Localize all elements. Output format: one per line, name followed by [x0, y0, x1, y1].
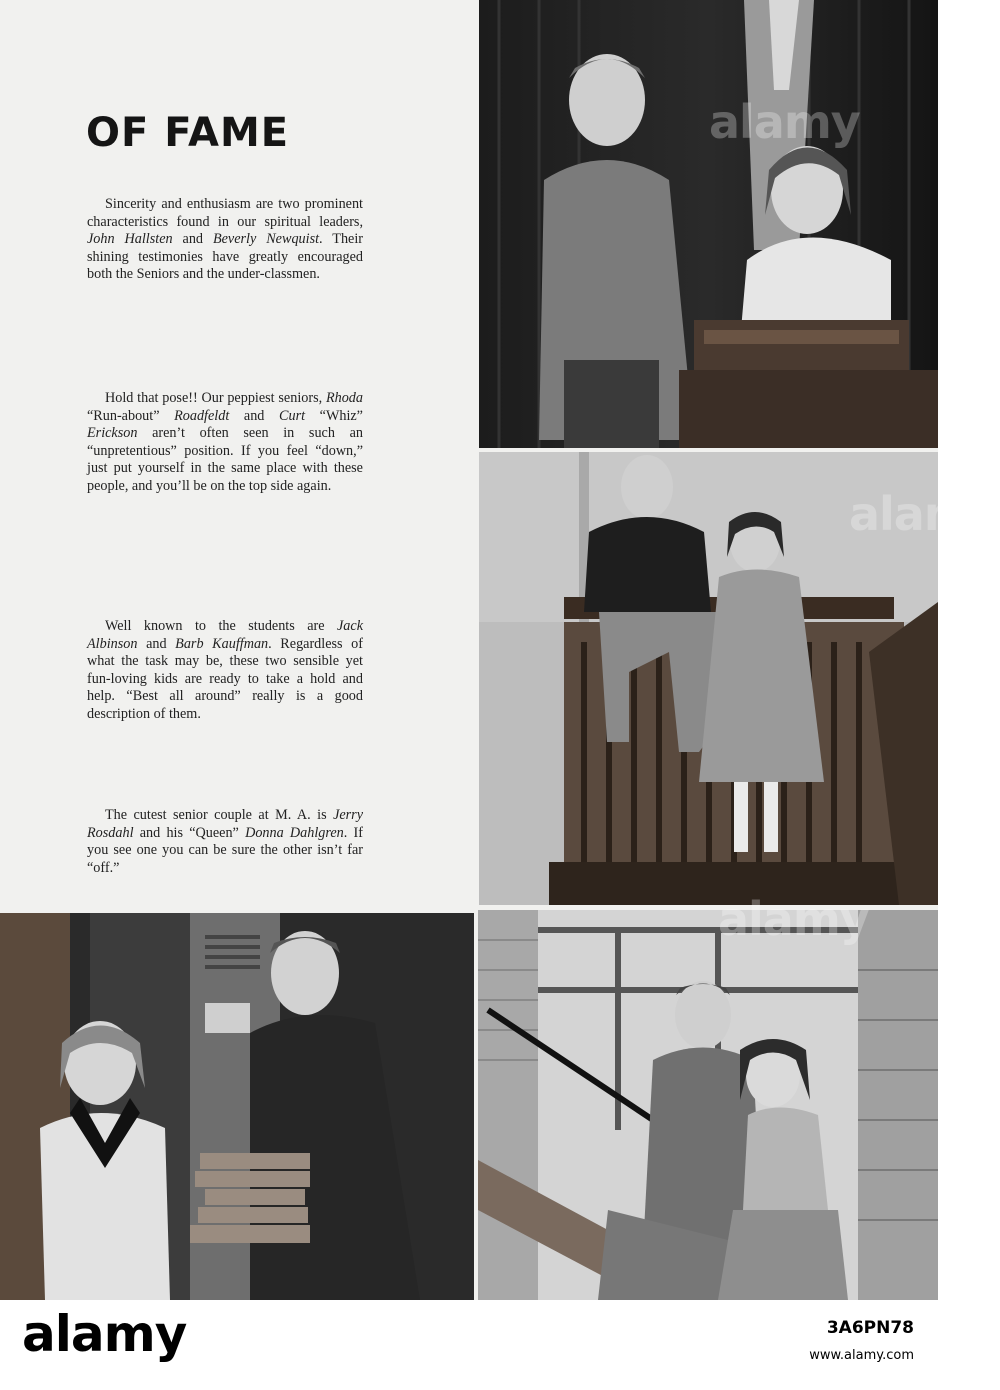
paragraph-best-all-around: [87, 618, 363, 724]
student-name: Jack Albinson: [87, 618, 363, 652]
paragraph-text: and his “Queen”: [133, 824, 246, 841]
paragraph-text: Hold that pose!! Our peppiest seniors,: [105, 390, 326, 406]
photo-peppiest-seniors: [479, 452, 1000, 905]
paragraph-text: . If you see one you can be sure the other isn’t far “off.”: [87, 824, 363, 876]
student-name: John Hallsten: [87, 231, 173, 248]
paragraph-text: . Regardless of what the task may be, these two sensible yet fun-loving kids are ready to take a hold and help. “Best all around” really is a good description of them.: [87, 635, 363, 722]
student-name: Erickson: [87, 425, 138, 442]
photo-cutest-couple: [478, 892, 938, 1300]
image-id: 3A6PN78: [826, 1318, 914, 1338]
paragraph-text: . Their shining testimonies have greatly encouraged both the Seniors and the under-classmen.: [87, 231, 363, 283]
watermark-text: alamy: [849, 487, 1000, 541]
student-name: Jerry Rosdahl: [87, 807, 363, 841]
paragraph-text: Well known to the students are: [105, 618, 337, 634]
paragraph-cutest-couple: [87, 807, 363, 877]
watermark-text: alamy: [709, 95, 860, 149]
photo-best-all-around: [0, 913, 474, 1300]
paragraph-text: aren’t often seen in such an “unpretentious” position. If you feel “down,” just put yourself in the same place with these people, and you’ll be on the top side again.: [87, 425, 363, 494]
alamy-logo: alamy: [22, 1305, 187, 1363]
student-name: Rhoda: [325, 390, 363, 406]
page-heading: OF FAME: [86, 110, 290, 156]
student-name: Curt: [279, 407, 306, 424]
student-name: Donna Dahlgren: [245, 824, 344, 841]
paragraph-text: “Whiz”: [305, 407, 363, 424]
site-url: www.alamy.com: [809, 1348, 914, 1363]
photo-spiritual-leaders: [479, 0, 938, 448]
paragraph-peppiest-seniors: [87, 390, 363, 496]
paragraph-text: and: [172, 231, 213, 248]
student-name: Roadfeldt: [174, 407, 230, 424]
paragraph-text: and: [229, 407, 280, 424]
paragraph-text: The cutest senior couple at M. A. is: [105, 807, 334, 823]
paragraph-text: “Run-about”: [87, 407, 175, 424]
student-name: Beverly Newquist: [212, 231, 320, 248]
paragraph-spiritual-leaders: [87, 196, 363, 284]
paragraph-text: and: [137, 635, 176, 652]
student-name: Barb Kauffman: [175, 635, 269, 652]
watermark-text: alamy: [718, 892, 869, 946]
paragraph-text: Sincerity and enthusiasm are two prominent characteristics found in our spiritual leaders,: [87, 196, 363, 230]
